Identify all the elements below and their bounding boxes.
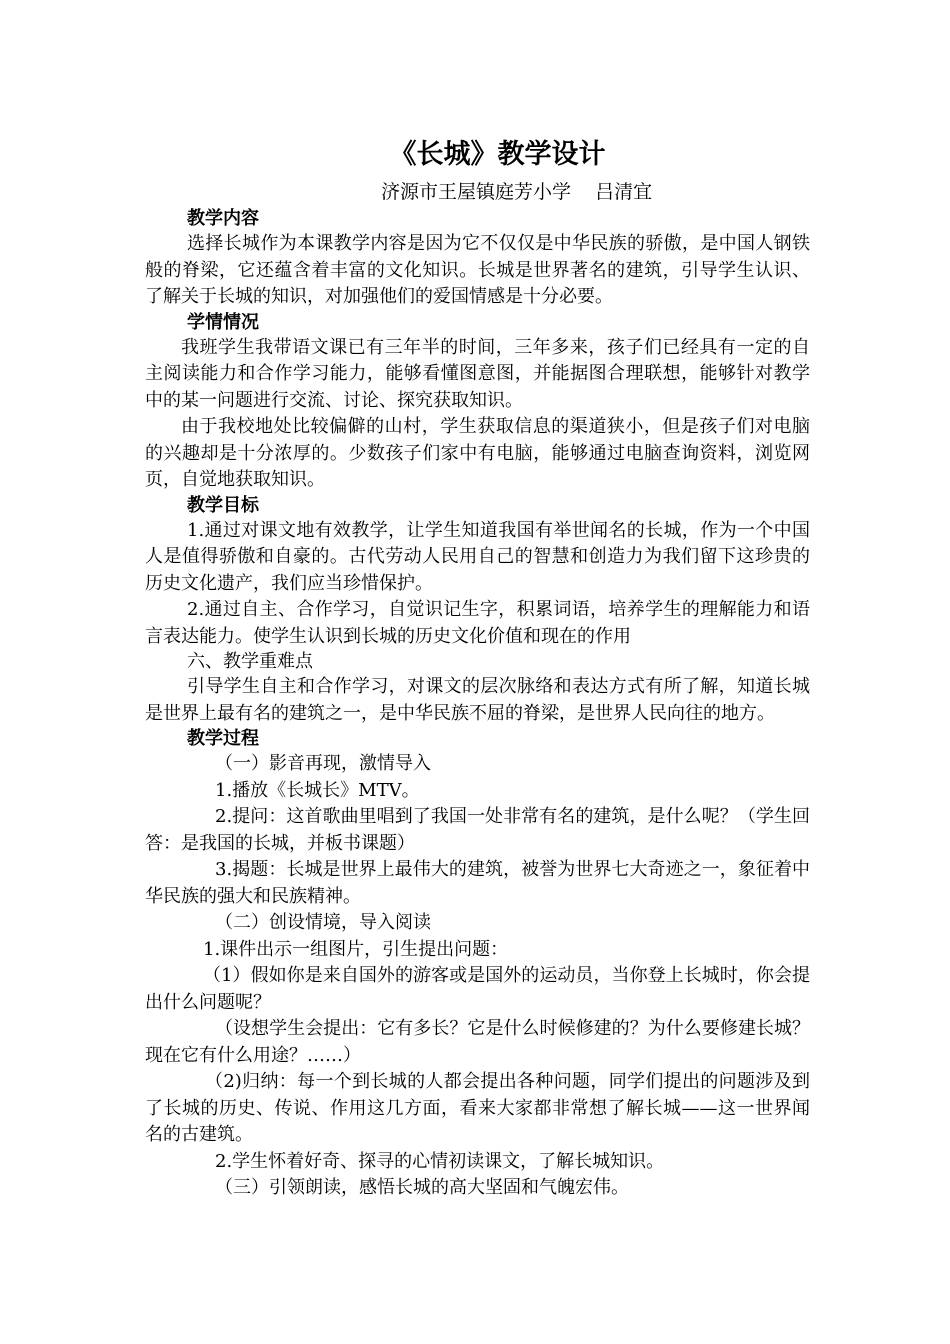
paragraph-process-5: （二）创设情境，导入阅读 (215, 912, 431, 933)
section-heading-content: 教学内容 (187, 208, 259, 229)
paragraph-goals-1: 1.通过对课文地有效教学，让学生知道我国有举世闻名的长城，作为一个中国人是值得骄傲和自豪的。古代劳动人民用自己的智慧和创造力为我们留下这珍贵的历史文化遗产，我们应当珍惜保护。 (145, 519, 810, 594)
document-title: 《长城》教学设计 (389, 139, 606, 170)
section-heading-goals: 教学目标 (187, 494, 259, 516)
paragraph-process-1: （一）影音再现，激情导入 (215, 753, 431, 774)
paragraph-process-3: 2.提问：这首歌曲里唱到了我国一处非常有名的建筑，是什么呢？（学生回答：是我国的长城，并板书课题） (145, 806, 810, 854)
document-page (145, 135, 810, 1202)
section-heading-process: 教学过程 (187, 728, 259, 749)
document-author: 济源市王屋镇庭芳小学 吕清宜 (381, 181, 653, 203)
paragraph-process-9: （2)归纳：每一个到长城的人都会提出各种问题，同学们提出的问题涉及到了长城的历史、传说、作用这几方面，看来大家都非常想了解长城——这一世界闻名的古建筑。 (145, 1071, 810, 1145)
paragraph-content-1: 选择长城作为本课教学内容是因为它不仅仅是中华民族的骄傲，是中国人钢铁般的脊梁，它还蕴含着丰富的文化知识。长城是世界著名的建筑，引导学生认识、了解关于长城的知识，对加强他们的爱国情感是十分必要。 (145, 233, 810, 307)
paragraph-process-6: 1.课件出示一组图片，引生提出问题： (203, 938, 509, 960)
paragraph-learning-2: 由于我校地处比较偏僻的山村，学生获取信息的渠道狭小，但是孩子们对电脑的兴趣却是十分浓厚的。少数孩子们家中有电脑，能够通过电脑查询资料，浏览网页，自觉地获取知识。 (145, 416, 810, 490)
section-heading-learning: 学情情况 (187, 311, 259, 333)
paragraph-process-8: （设想学生会提出：它有多长？它是什么时候修建的？为什么要修建长城？现在它有什么用途？……） (145, 1018, 810, 1066)
paragraph-process-7: （1）假如你是来自国外的游客或是国外的运动员，当你登上长城时，你会提出什么问题呢？ (145, 965, 810, 1013)
paragraph-keypoints-1: 引导学生自主和合作学习，对课文的层次脉络和表达方式有所了解，知道长城是世界上最有名的建筑之一，是中华民族不屈的脊梁，是世界人民向往的地方。 (145, 676, 810, 724)
paragraph-process-10: 2.学生怀着好奇、探寻的心情初读课文，了解长城知识。 (215, 1150, 665, 1172)
section-heading-keypoints: 六、教学重难点 (187, 651, 313, 672)
paragraph-process-2: 1.播放《长城长》MTV。 (215, 779, 420, 801)
paragraph-learning-1: 我班学生我带语文课已有三年半的时间，三年多来，孩子们已经具有一定的自主阅读能力和合作学习能力，能够看懂图意图，并能据图合理联想，能够针对教学中的某一问题进行交流、讨论、探究获取知识。 (145, 336, 810, 411)
paragraph-process-11: （三）引领朗读，感悟长城的高大坚固和气魄宏伟。 (215, 1177, 629, 1198)
paragraph-goals-2: 2.通过自主、合作学习，自觉识记生字，积累词语，培养学生的理解能力和语言表达能力。使学生认识到长城的历史文化价值和现在的作用 (145, 599, 810, 647)
paragraph-process-4: 3.揭题：长城是世界上最伟大的建筑，被誉为世界七大奇迹之一，象征着中华民族的强大和民族精神。 (145, 859, 810, 907)
